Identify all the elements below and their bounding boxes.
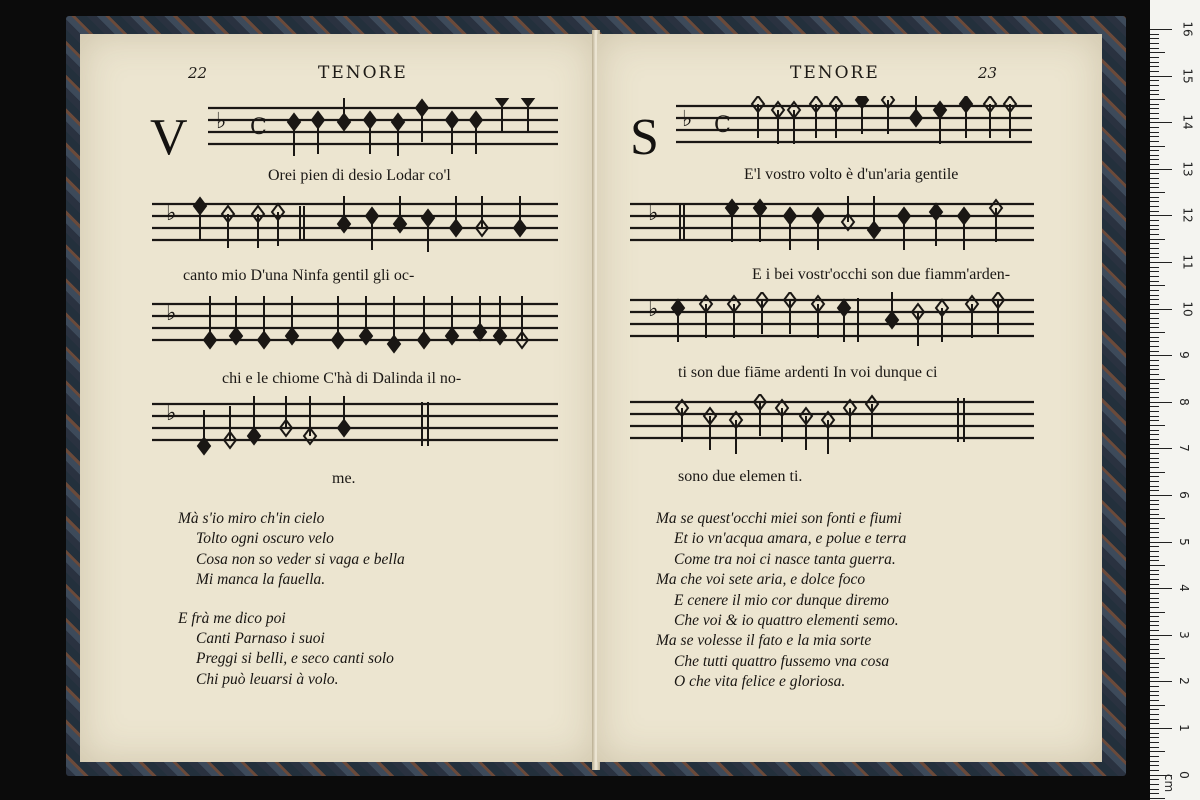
ruler-tick: [1150, 481, 1159, 482]
ruler-tick: [1150, 146, 1165, 147]
ruler-tick: [1150, 90, 1159, 91]
verse-line: Tolto ogni oscuro velo: [196, 530, 334, 548]
ruler-tick: [1150, 612, 1165, 613]
ruler-tick: [1150, 220, 1159, 221]
ruler-tick: [1150, 327, 1159, 328]
ruler-tick: [1150, 52, 1165, 53]
ruler-tick: [1150, 355, 1172, 356]
ruler-tick: [1150, 169, 1172, 170]
ruler-tick: [1150, 304, 1159, 305]
right-initial-letter: S: [630, 109, 659, 166]
ruler-number: 12: [1180, 207, 1195, 224]
ruler-tick: [1150, 439, 1159, 440]
ruler-tick: [1150, 756, 1159, 757]
ruler-tick: [1150, 309, 1172, 310]
ruler-tick: [1150, 360, 1159, 361]
ruler-tick: [1150, 761, 1159, 762]
ruler-tick: [1150, 141, 1159, 142]
ruler-tick: [1150, 495, 1172, 496]
ruler-tick: [1150, 514, 1159, 515]
left-running-title: TENORE: [318, 63, 408, 83]
ruler-tick: [1150, 406, 1159, 407]
ruler-tick: [1150, 532, 1159, 533]
ruler-tick: [1150, 113, 1159, 114]
verse-line: Che tutti quattro fussemo vna cosa: [674, 652, 890, 670]
ruler-tick: [1150, 281, 1159, 282]
ruler-tick: [1150, 444, 1159, 445]
ruler-tick: [1150, 392, 1159, 393]
ruler-tick: [1150, 737, 1159, 738]
left-lyric-line: chi e le chiome C'hà di Dalinda il no-: [222, 370, 462, 387]
ruler-tick: [1150, 509, 1159, 510]
ruler-tick: [1150, 239, 1165, 240]
ruler-tick: [1150, 388, 1159, 389]
left-lyric-line: me.: [332, 470, 356, 487]
ruler-tick: [1150, 183, 1159, 184]
ruler-tick: [1150, 593, 1159, 594]
ruler-number: 16: [1180, 21, 1195, 37]
ruler-tick: [1150, 379, 1165, 380]
ruler-tick: [1150, 104, 1159, 105]
ruler-tick: [1150, 602, 1159, 603]
verse-line: Ma che voi sete aria, e dolce foco: [656, 571, 866, 589]
right-lyric-line: E i bei vostr'occhi son due fiamm'arden-: [752, 266, 1011, 283]
ruler-number: 14: [1180, 114, 1195, 130]
ruler-tick: [1150, 430, 1159, 431]
ruler-tick: [1150, 653, 1159, 654]
verse-line: Cosa non so veder si vaga e bella: [196, 550, 405, 568]
ruler-tick: [1150, 365, 1159, 366]
ruler-number: 1: [1176, 724, 1191, 732]
ruler-unit: cm: [1162, 773, 1177, 793]
ruler-number: 13: [1180, 161, 1195, 177]
ruler-tick: [1150, 770, 1159, 771]
ruler-tick: [1150, 448, 1172, 449]
ruler-tick: [1150, 225, 1159, 226]
ruler-number: 3: [1176, 630, 1191, 639]
left-stave-1: [208, 98, 558, 162]
verse-line: Che voi & io quattro elementi semo.: [674, 612, 899, 630]
svg-text:♭: ♭: [166, 201, 177, 226]
ruler-number: 4: [1176, 584, 1191, 593]
verse-line: Ma se volesse il fato e la mia sorte: [656, 632, 872, 650]
ruler-tick: [1150, 122, 1172, 123]
svg-text:♭: ♭: [682, 107, 693, 132]
svg-text:♭: ♭: [648, 297, 659, 322]
ruler-tick: [1150, 630, 1159, 631]
left-page-number: 22: [188, 64, 208, 82]
ruler-tick: [1150, 108, 1159, 109]
ruler-tick: [1150, 635, 1172, 636]
ruler-tick: [1150, 546, 1159, 547]
ruler-tick: [1150, 76, 1172, 77]
left-stave-2: [152, 196, 558, 262]
ruler-tick: [1150, 476, 1159, 477]
right-verse: [656, 509, 906, 693]
ruler-tick: [1150, 686, 1159, 687]
left-stave-3: [152, 296, 558, 362]
ruler-tick: [1150, 434, 1159, 435]
verse-line: E frà me dico poi: [178, 609, 286, 627]
verse-line: Come tra noi ci nasce tanta guerra.: [674, 550, 896, 568]
ruler-tick: [1150, 290, 1159, 291]
svg-text:♭: ♭: [166, 301, 177, 326]
ruler-tick: [1150, 523, 1159, 524]
ruler-tick: [1150, 197, 1159, 198]
ruler-tick: [1150, 402, 1172, 403]
ruler-tick: [1150, 374, 1159, 375]
verse-line: E cenere il mio cor dunque diremo: [674, 591, 889, 609]
ruler-tick: [1150, 490, 1159, 491]
ruler-tick: [1150, 607, 1159, 608]
ruler-tick: [1150, 588, 1172, 589]
ruler-tick: [1150, 639, 1159, 640]
ruler-tick: [1150, 719, 1159, 720]
ruler-tick: [1150, 663, 1159, 664]
right-stave-2: [630, 196, 1034, 262]
ruler-tick: [1150, 341, 1159, 342]
ruler-tick: [1150, 700, 1159, 701]
ruler-tick: [1150, 243, 1159, 244]
ruler-tick: [1150, 99, 1165, 100]
ruler-tick: [1150, 574, 1159, 575]
ruler-tick: [1150, 229, 1159, 230]
ruler-tick: [1150, 672, 1159, 673]
left-stave-4: [152, 396, 558, 462]
ruler-tick: [1150, 257, 1159, 258]
ruler-number: 15: [1180, 67, 1195, 84]
verse-line: Et io vn'acqua amara, e polue e terra: [674, 530, 907, 548]
ruler-tick: [1150, 765, 1159, 766]
ruler-tick: [1150, 705, 1165, 706]
right-stave-3: [630, 292, 1034, 358]
svg-text:C: C: [250, 115, 267, 140]
ruler-tick: [1150, 584, 1159, 585]
ruler-tick: [1150, 369, 1159, 370]
ruler-tick: [1150, 132, 1159, 133]
ruler-tick: [1150, 211, 1159, 212]
right-lyric-line: ti son due fiāme ardenti In voi dunque ci: [678, 364, 938, 381]
ruler-tick: [1150, 579, 1159, 580]
ruler-tick: [1150, 714, 1159, 715]
ruler-tick: [1150, 723, 1159, 724]
ruler-tick: [1150, 178, 1159, 179]
verse-line: Chi può leuarsi à volo.: [196, 670, 339, 688]
ruler-tick: [1150, 453, 1159, 454]
right-lyric-line: E'l vostro volto è d'un'aria gentile: [744, 166, 959, 183]
right-running-title: TENORE: [790, 63, 880, 83]
ruler-tick: [1150, 565, 1165, 566]
ruler-tick: [1150, 500, 1159, 501]
ruler-tick: [1150, 118, 1159, 119]
right-stave-4: [630, 394, 1034, 460]
ruler-tick: [1150, 733, 1159, 734]
ruler-tick: [1150, 313, 1159, 314]
verse-line: Ma se quest'occhi miei son fonti e fiumi: [656, 510, 902, 527]
ruler-tick: [1150, 187, 1159, 188]
ruler-tick: [1150, 248, 1159, 249]
ruler-tick: [1150, 542, 1172, 543]
verse-line: O che vita felice e gloriosa.: [674, 673, 846, 691]
ruler-tick: [1150, 285, 1165, 286]
ruler-tick: [1150, 318, 1159, 319]
ruler-tick: [1150, 425, 1165, 426]
ruler-tick: [1150, 616, 1159, 617]
ruler-tick: [1150, 201, 1159, 202]
right-page-number: 23: [978, 64, 998, 82]
ruler-tick: [1150, 784, 1159, 785]
ruler-number: 10: [1180, 300, 1195, 317]
ruler-tick: [1150, 551, 1159, 552]
ruler-tick: [1150, 215, 1172, 216]
ruler-tick: [1150, 173, 1159, 174]
ruler-tick: [1150, 57, 1159, 58]
ruler-tick: [1150, 295, 1159, 296]
ruler-tick: [1150, 80, 1159, 81]
ruler-tick: [1150, 742, 1159, 743]
ruler-tick: [1150, 276, 1159, 277]
left-verse: [178, 509, 405, 690]
ruler-tick: [1150, 127, 1159, 128]
ruler-tick: [1150, 793, 1159, 794]
ruler-tick: [1150, 271, 1159, 272]
ruler-tick: [1150, 337, 1159, 338]
ruler-number: 2: [1176, 677, 1191, 686]
left-lyric-line: Orei pien di desio Lodar co'l: [268, 167, 451, 184]
ruler-tick: [1150, 728, 1172, 729]
ruler-tick: [1150, 299, 1159, 300]
ruler-tick: [1150, 691, 1159, 692]
ruler-tick: [1150, 709, 1159, 710]
ruler-tick: [1150, 556, 1159, 557]
ruler-tick: [1150, 747, 1159, 748]
right-stave-1: [676, 96, 1032, 160]
ruler-tick: [1150, 467, 1159, 468]
ruler-tick: [1150, 262, 1172, 263]
ruler-tick: [1150, 234, 1159, 235]
ruler-tick: [1150, 34, 1159, 35]
ruler-tick: [1150, 66, 1159, 67]
measurement-ruler: [1150, 0, 1200, 800]
ruler-tick: [1150, 155, 1159, 156]
ruler-tick: [1150, 486, 1159, 487]
ruler-tick: [1150, 29, 1172, 30]
left-lyric-line: canto mio D'una Ninfa gentil gli oc-: [183, 267, 415, 284]
ruler-tick: [1150, 351, 1159, 352]
ruler-tick: [1150, 472, 1165, 473]
ruler-tick: [1150, 253, 1159, 254]
ruler-tick: [1150, 62, 1159, 63]
ruler-tick: [1150, 560, 1159, 561]
ruler-tick: [1150, 416, 1159, 417]
ruler-tick: [1150, 85, 1159, 86]
right-lyric-line: sono due elemen ti.: [678, 468, 803, 485]
ruler-tick: [1150, 798, 1165, 799]
ruler-tick: [1150, 462, 1159, 463]
ruler-tick: [1150, 383, 1159, 384]
ruler-tick: [1150, 667, 1159, 668]
svg-text:C: C: [714, 113, 731, 138]
ruler-tick: [1150, 625, 1159, 626]
ruler-tick: [1150, 458, 1159, 459]
ruler-tick: [1150, 48, 1159, 49]
svg-text:♭: ♭: [216, 109, 227, 134]
ruler-tick: [1150, 206, 1159, 207]
ruler-tick: [1150, 644, 1159, 645]
ruler-tick: [1150, 43, 1159, 44]
ruler-tick: [1150, 323, 1159, 324]
ruler-tick: [1150, 751, 1165, 752]
ruler-tick: [1150, 397, 1159, 398]
ruler-tick: [1150, 346, 1159, 347]
ruler-tick: [1150, 192, 1165, 193]
ruler-number: 7: [1176, 444, 1191, 453]
ruler-tick: [1150, 681, 1172, 682]
verse-line: Mà s'io miro ch'in cielo: [178, 510, 325, 527]
ruler-tick: [1150, 332, 1165, 333]
left-initial-letter: V: [150, 109, 188, 166]
ruler-number: 9: [1176, 351, 1191, 360]
svg-text:♭: ♭: [166, 401, 177, 426]
ruler-tick: [1150, 267, 1159, 268]
ruler-tick: [1150, 528, 1159, 529]
ruler-tick: [1150, 677, 1159, 678]
ruler-number: 8: [1176, 397, 1191, 406]
verse-line: Canti Parnaso i suoi: [196, 630, 325, 648]
ruler-tick: [1150, 136, 1159, 137]
ruler-number: 11: [1180, 254, 1195, 270]
ruler-tick: [1150, 789, 1159, 790]
ruler-tick: [1150, 94, 1159, 95]
ruler-tick: [1150, 420, 1159, 421]
ruler-tick: [1150, 621, 1159, 622]
ruler-tick: [1150, 570, 1159, 571]
svg-text:♭: ♭: [648, 201, 659, 226]
ruler-number: 5: [1176, 537, 1191, 546]
ruler-tick: [1150, 38, 1159, 39]
ruler-tick: [1150, 150, 1159, 151]
ruler-tick: [1150, 695, 1159, 696]
ruler-tick: [1150, 537, 1159, 538]
ruler-tick: [1150, 518, 1165, 519]
ruler-tick: [1150, 658, 1165, 659]
ruler-tick: [1150, 649, 1159, 650]
ruler-tick: [1150, 504, 1159, 505]
ruler-tick: [1150, 779, 1159, 780]
ruler-tick: [1150, 159, 1159, 160]
ruler-tick: [1150, 598, 1159, 599]
ruler-tick: [1150, 411, 1159, 412]
verse-line: Mi manca la fauella.: [196, 571, 326, 589]
ruler-number: 0: [1176, 770, 1191, 779]
ruler-number: 6: [1176, 491, 1191, 499]
verse-line: Preggi si belli, e seco canti solo: [196, 650, 394, 668]
ruler-tick: [1150, 164, 1159, 165]
ruler-tick: [1150, 71, 1159, 72]
